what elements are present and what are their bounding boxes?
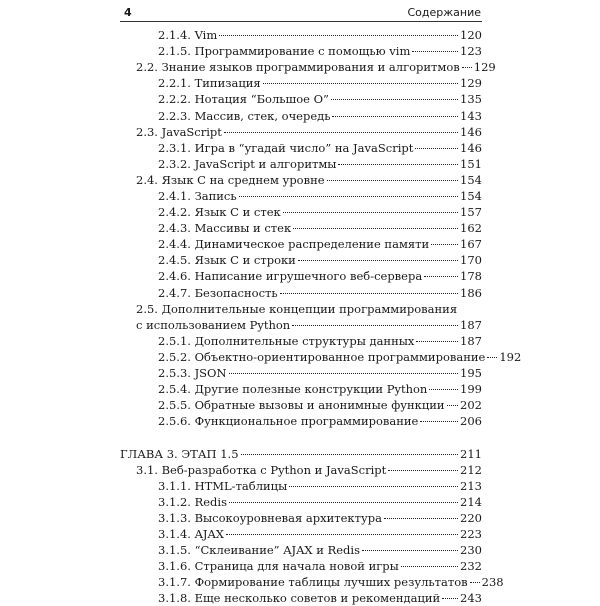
toc-entry-page: 178 xyxy=(460,269,482,283)
toc-entry-page: 157 xyxy=(460,205,482,219)
toc-entry[interactable] xyxy=(136,317,482,333)
toc-entry-label: 2.1.5. Программирование с помощью vim xyxy=(158,44,411,58)
dot-leader xyxy=(332,116,458,117)
dot-leader xyxy=(384,518,458,519)
toc-entry-page: 154 xyxy=(460,189,482,203)
dot-leader xyxy=(431,244,458,245)
toc-entry-page: 230 xyxy=(460,543,482,557)
dot-leader xyxy=(241,454,459,455)
toc-entry-label: 2.5.3. JSON xyxy=(158,366,227,380)
toc-entry[interactable] xyxy=(158,285,482,301)
dot-leader xyxy=(263,83,458,84)
toc-entry-page: 143 xyxy=(460,109,482,123)
toc-entry[interactable] xyxy=(158,220,482,236)
toc-entry[interactable] xyxy=(158,397,482,413)
toc-entry[interactable] xyxy=(158,574,504,590)
dot-leader xyxy=(416,341,458,342)
toc-entry[interactable] xyxy=(158,542,482,558)
toc-entry[interactable] xyxy=(158,91,482,107)
toc-entry[interactable] xyxy=(158,236,482,252)
toc-entry-page: 162 xyxy=(460,221,482,235)
toc-entry-page: 213 xyxy=(460,479,482,493)
toc-entry[interactable] xyxy=(158,494,482,510)
toc-entry-label: 2.4.6. Написание игрушечного веб-сервера xyxy=(158,269,423,283)
toc-entry-page: 243 xyxy=(460,591,482,605)
toc-entry-page: 129 xyxy=(460,76,482,90)
dot-leader xyxy=(470,582,480,583)
toc-entry-page: 167 xyxy=(460,237,482,251)
toc-entry-page: 214 xyxy=(460,495,482,509)
toc-entry-page: 187 xyxy=(460,318,482,332)
toc-entry-page: 192 xyxy=(499,350,522,364)
toc-entry-page: 202 xyxy=(460,398,482,412)
toc-entry[interactable] xyxy=(158,478,482,494)
toc-entry-label: 2.4. Язык С на среднем уровне xyxy=(136,173,325,187)
toc-entry-page: 206 xyxy=(460,414,482,428)
toc-entry[interactable] xyxy=(158,43,482,59)
toc-entry-page: 195 xyxy=(460,366,482,380)
toc-entry-label: 3.1.4. AJAX xyxy=(158,527,224,541)
toc-entry-label: 3.1.8. Еще несколько советов и рекомендаций xyxy=(158,591,441,605)
toc-entry[interactable] xyxy=(158,108,482,124)
toc-entry-label: 3.1.2. Redis xyxy=(158,495,227,509)
toc-entry[interactable] xyxy=(158,381,482,397)
dot-leader xyxy=(289,486,458,487)
dot-leader xyxy=(226,534,458,535)
dot-leader xyxy=(293,228,458,229)
running-header xyxy=(124,6,481,20)
toc-entry[interactable] xyxy=(158,590,482,606)
toc-entry-label: 2.2.3. Массив, стек, очередь xyxy=(158,109,331,123)
running-title: Содержание xyxy=(407,6,481,19)
toc-entry[interactable] xyxy=(158,268,482,284)
dot-leader xyxy=(298,260,458,261)
toc-entry-page: 120 xyxy=(460,28,482,42)
toc-entry[interactable] xyxy=(158,252,482,268)
toc-entry-page: 220 xyxy=(460,511,482,525)
dot-leader xyxy=(412,51,458,52)
dot-leader xyxy=(239,196,458,197)
toc-entry-page: 223 xyxy=(460,527,482,541)
toc-entry[interactable] xyxy=(158,156,482,172)
toc-entry[interactable] xyxy=(158,413,482,429)
dot-leader xyxy=(338,164,458,165)
dot-leader xyxy=(420,421,458,422)
page-number: 4 xyxy=(124,6,132,19)
dot-leader xyxy=(283,212,458,213)
toc-entry-page: 199 xyxy=(460,382,482,396)
header-divider xyxy=(120,21,482,22)
toc-entry-label: 3.1. Веб-разработка с Python и JavaScript xyxy=(136,463,387,477)
toc-entry-label: 2.4.3. Массивы и стек xyxy=(158,221,292,235)
toc-entry[interactable] xyxy=(158,333,482,349)
toc-entry-page: 146 xyxy=(460,141,482,155)
dot-leader xyxy=(292,325,458,326)
toc-entry-label: 2.4.4. Динамическое распределение памяти xyxy=(158,237,430,251)
toc-entry-label: 2.3.2. JavaScript и алгоритмы xyxy=(158,157,337,171)
toc-entry-label: ГЛАВА 3. ЭТАП 1.5 xyxy=(120,447,239,461)
toc-entry-page: 170 xyxy=(460,253,482,267)
toc-entry-page: 135 xyxy=(460,92,482,106)
toc-entry-label: 2.5.4. Другие полезные конструкции Python xyxy=(158,382,428,396)
toc-entry-page: 146 xyxy=(460,125,482,139)
toc-entry-page: 129 xyxy=(473,60,496,74)
dot-leader xyxy=(280,293,458,294)
dot-leader xyxy=(327,180,459,181)
toc-entry-label: 3.1.1. HTML-таблицы xyxy=(158,479,288,493)
toc-entry-label: 2.5.2. Объектно-ориентированное программирование xyxy=(158,350,486,364)
toc-entry-label: 2.4.7. Безопасность xyxy=(158,286,278,300)
toc-entry-page: 232 xyxy=(460,559,482,573)
dot-leader xyxy=(424,276,458,277)
dot-leader xyxy=(362,550,458,551)
dot-leader xyxy=(462,67,472,68)
toc-entry-label: 3.1.5. “Склеивание” AJAX и Redis xyxy=(158,543,361,557)
toc-entry[interactable] xyxy=(136,172,482,188)
dot-leader xyxy=(229,373,458,374)
dot-leader xyxy=(219,35,458,36)
toc-entry-label: 2.5. Дополнительные концепции программирования xyxy=(136,302,458,316)
dot-leader xyxy=(429,389,458,390)
toc-entry-label: 3.1.7. Формирование таблицы лучших результатов xyxy=(158,575,468,589)
toc-entry[interactable] xyxy=(158,27,482,43)
toc-entry[interactable] xyxy=(158,75,482,91)
toc-entry-page: 151 xyxy=(460,157,482,171)
toc-entry[interactable] xyxy=(158,558,482,574)
toc-entry-label: 2.5.1. Дополнительные структуры данных xyxy=(158,334,415,348)
dot-leader xyxy=(229,502,458,503)
dot-leader xyxy=(487,357,497,358)
toc-entry-label: 2.1.4. Vim xyxy=(158,28,218,42)
toc-entry-label: 2.5.6. Функциональное программирование xyxy=(158,414,419,428)
toc-entry-label: 2.5.5. Обратные вызовы и анонимные функции xyxy=(158,398,445,412)
toc-entry[interactable] xyxy=(158,188,482,204)
toc-entry-page: 238 xyxy=(481,575,504,589)
dot-leader xyxy=(415,148,458,149)
toc-entry[interactable] xyxy=(158,526,482,542)
toc-entry-page: 212 xyxy=(460,463,482,477)
toc-entry[interactable] xyxy=(158,349,522,365)
toc-entry[interactable] xyxy=(158,510,482,526)
dot-leader xyxy=(401,566,458,567)
toc-entry[interactable] xyxy=(158,365,482,381)
toc-entry-label: с использованием Python xyxy=(136,318,291,332)
dot-leader xyxy=(388,470,458,471)
toc-entry-label: 2.2.2. Нотация “Большое О” xyxy=(158,92,329,106)
toc-entry-label: 2.4.5. Язык С и строки xyxy=(158,253,296,267)
toc-entry-label: 2.2. Знание языков программирования и алгоритмов xyxy=(136,60,460,74)
toc-entry[interactable] xyxy=(136,59,496,75)
toc-entry[interactable] xyxy=(136,462,482,478)
dot-leader xyxy=(447,405,458,406)
toc-entry-page: 123 xyxy=(460,44,482,58)
dot-leader xyxy=(331,99,458,100)
toc-entry[interactable] xyxy=(158,140,482,156)
toc-entry-label: 2.3. JavaScript xyxy=(136,125,222,139)
toc-entry-label: 2.4.2. Язык С и стек xyxy=(158,205,281,219)
toc-entry-page: 154 xyxy=(460,173,482,187)
dot-leader xyxy=(224,132,458,133)
toc-entry[interactable] xyxy=(120,446,482,462)
toc-entry[interactable] xyxy=(136,124,482,140)
dot-leader xyxy=(442,598,458,599)
toc-entry-label: 2.4.1. Запись xyxy=(158,189,237,203)
toc-entry-label: 3.1.3. Высокоуровневая архитектура xyxy=(158,511,382,525)
toc-entry[interactable] xyxy=(136,301,457,317)
toc-entry-page: 186 xyxy=(460,286,482,300)
toc-entry-label: 2.3.1. Игра в “угадай число” на JavaScript xyxy=(158,141,414,155)
toc-entry-page: 187 xyxy=(460,334,482,348)
toc-entry-label: 2.2.1. Типизация xyxy=(158,76,261,90)
toc-entry-label: 3.1.6. Страница для начала новой игры xyxy=(158,559,399,573)
toc-entry[interactable] xyxy=(158,204,482,220)
toc-entry-page: 211 xyxy=(460,447,482,461)
